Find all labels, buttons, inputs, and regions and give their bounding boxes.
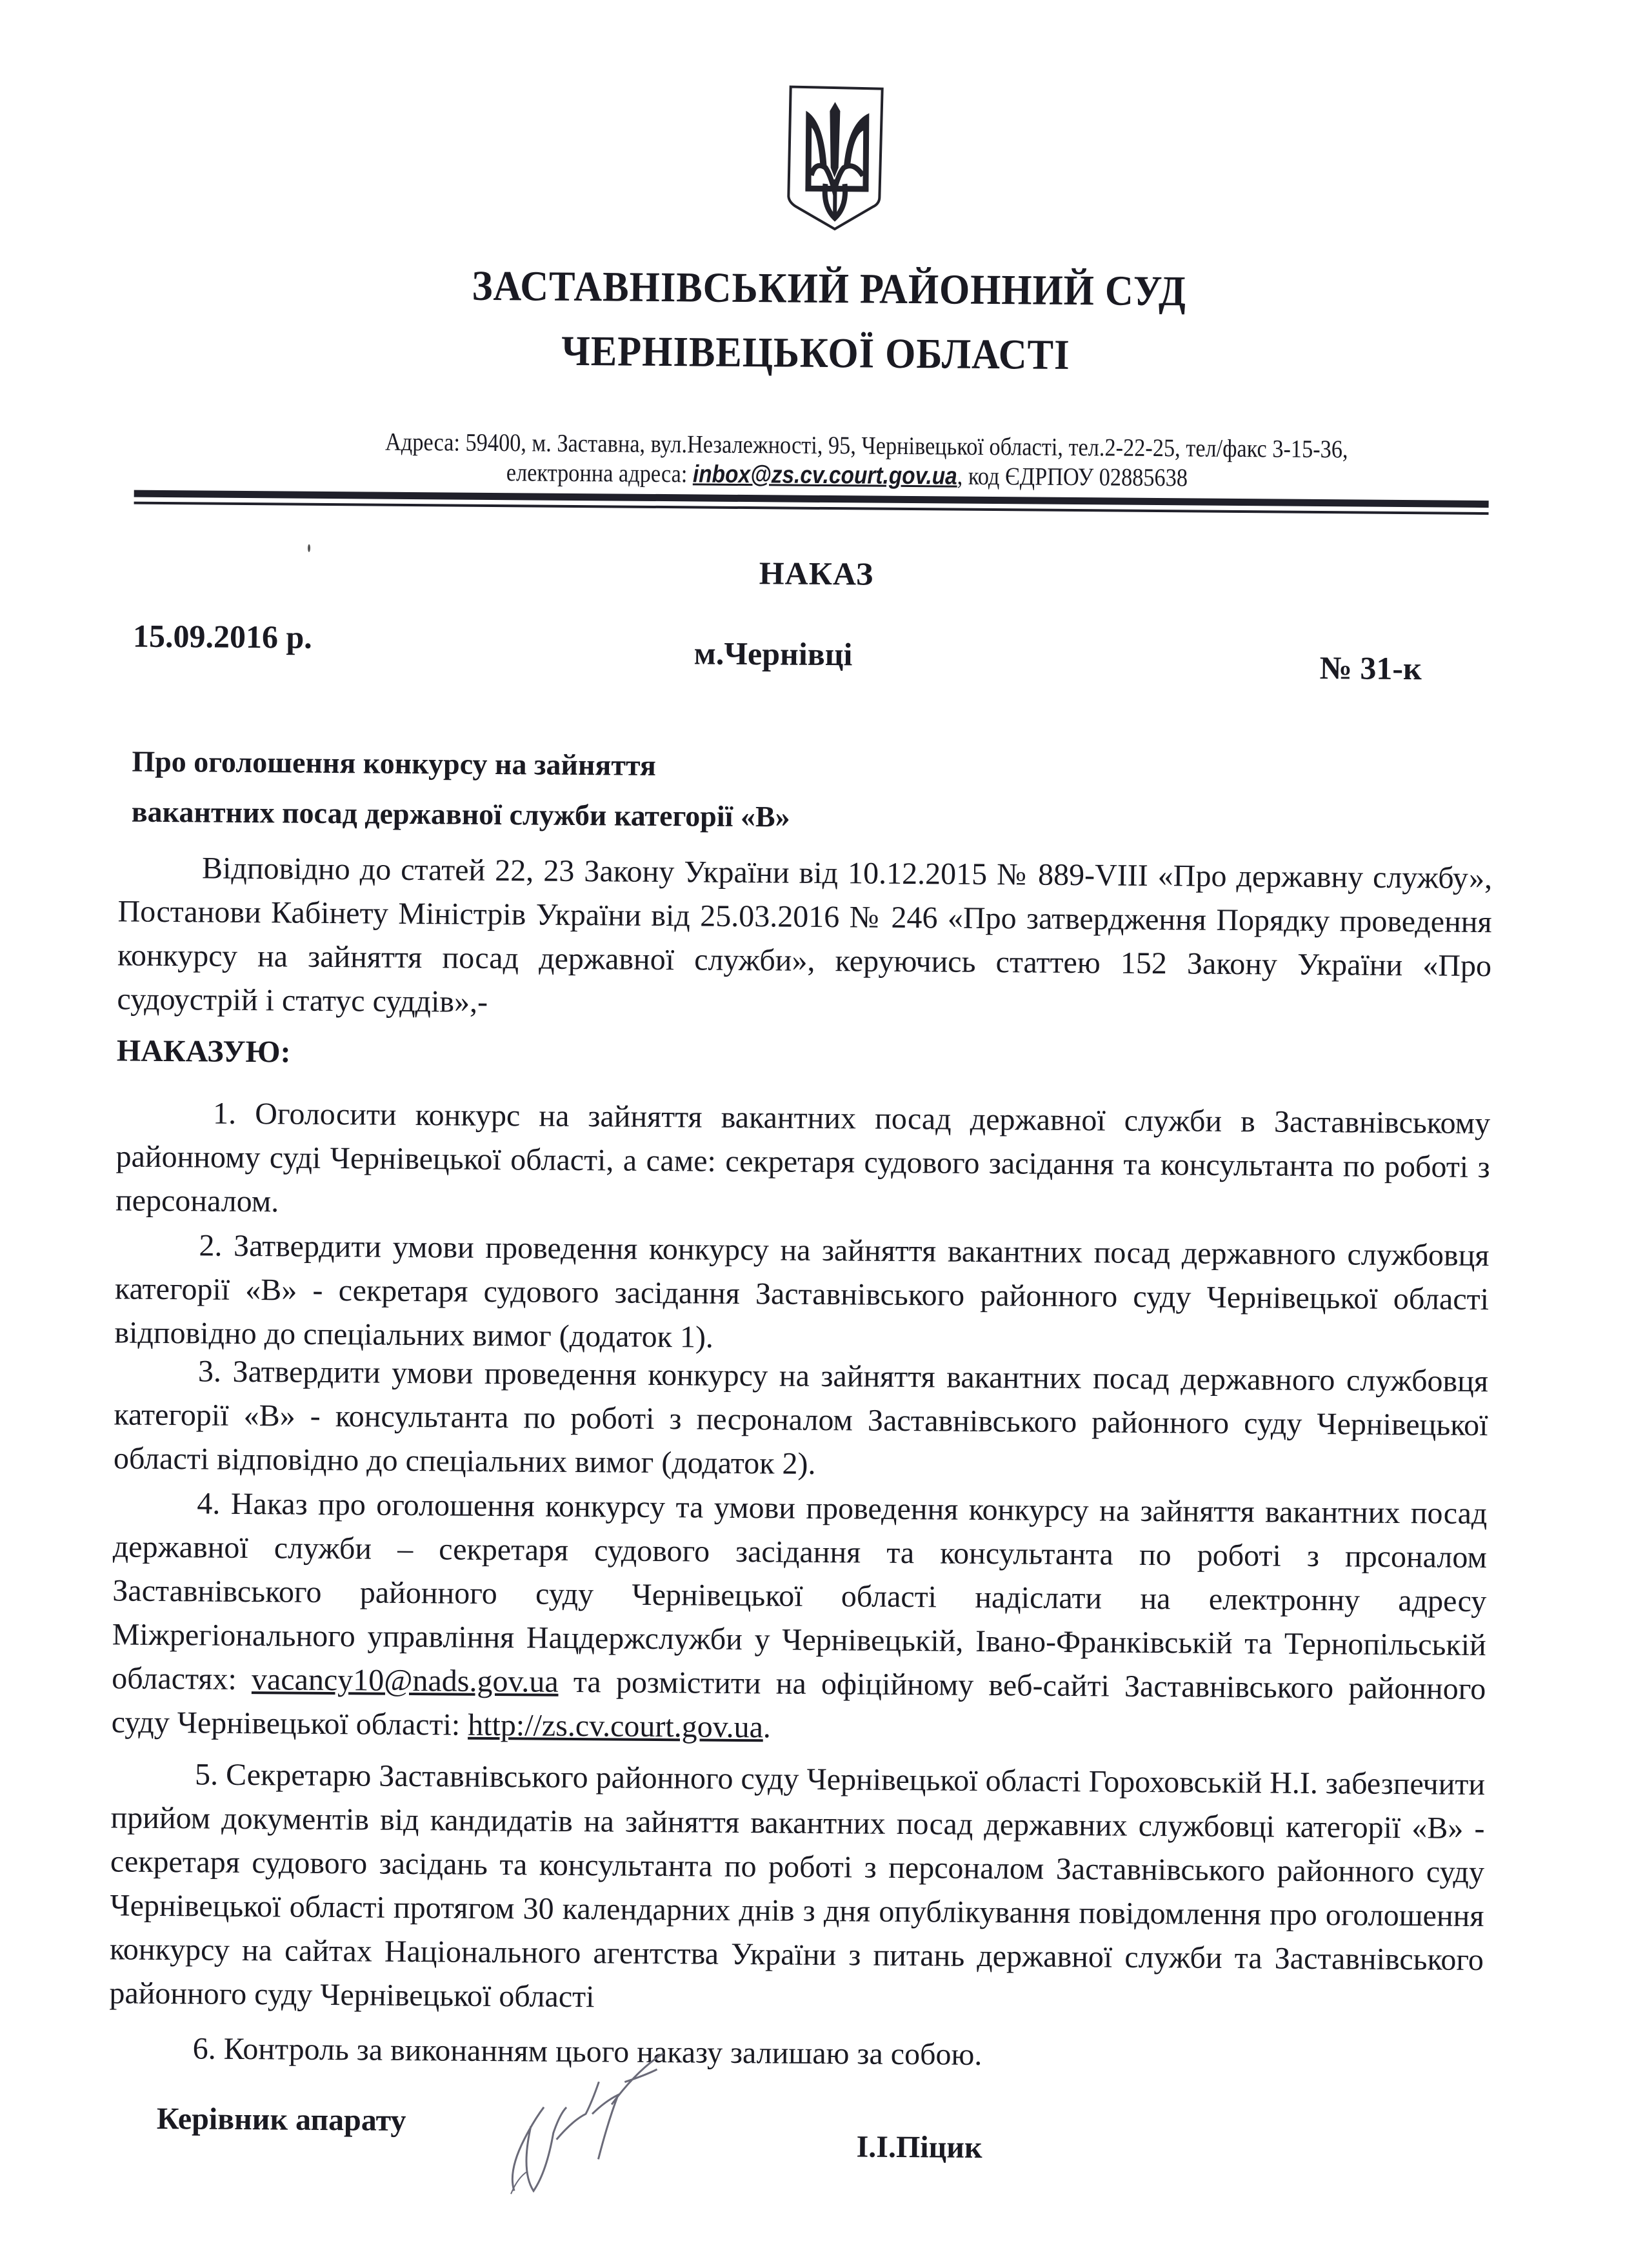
edrpou-code: , код ЄДРПОУ 02885638 (957, 463, 1188, 492)
document-type: НАКАЗ (759, 554, 874, 592)
order-item-4-text: 4. Наказ про оголошення конкурсу та умови проведення конкурсу на зайняття вакантних посад державної служби – секретаря судового засідання та консультанта по роботі з прсоналом Заставнівського районного суду Чернівецької області надіслати на електронну адресу Міжрегіонального управління Нацдержслужби у Чернівецькій, Івано-Франківській та Тернопільській областях: (112, 1486, 1487, 1696)
document-date: 15.09.2016 р. (133, 617, 312, 656)
scan-speck (308, 544, 310, 552)
document-number: № 31-к (1319, 649, 1422, 687)
document-city: м.Чернівці (694, 634, 853, 673)
order-heading: НАКАЗУЮ: (117, 1033, 291, 1069)
document-subject (132, 737, 791, 842)
nads-email-link[interactable]: vacancy10@nads.gov.ua (252, 1662, 559, 1699)
order-item-4 (111, 1481, 1487, 1755)
order-item-1: 1. Оголосити конкурс на зайняття вакантних посад державної служби в Заставнівському районному суді Чернівецької області, а саме: секретаря судового засідання та консультанта по роботі з персоналом. (115, 1091, 1491, 1233)
signatory-role: Керівник апарату (157, 2101, 406, 2138)
order-item-2: 2. Затвердити умови проведення конкурсу на зайняття вакантних посад державного службовця категорії «В» - секретаря судового засідання Заставнівського районного суду Чернівецької області відповідно до спеціальних вимог (додаток 1). (114, 1223, 1490, 1366)
preamble-paragraph: Відповідно до статей 22, 23 Закону України від 10.12.2015 № 889-VIII «Про державну службу», Постанови Кабінету Міністрів України від 25.03.2016 № 246 «Про затвердження Порядку проведення конкурсу на зайняття посад державної служби», керуючись статтею 152 Закону України «Про судоустрій і статус суддів»,- (117, 846, 1492, 1032)
trident-coat-of-arms-icon (768, 70, 899, 233)
order-item-3: 3. Затвердити умови проведення конкурсу на зайняття вакантних посад державного службовця категорії «В» - консультанта по роботі з песроналом Заставнівського районного суду Чернівецької області відповідно до спеціальних вимог (додаток 2). (114, 1349, 1489, 1491)
order-item-4-text-middle: та розмістити на офіційному веб-сайті Заставнівського районного суду Чернівецької області: (112, 1665, 1486, 1742)
court-email-link[interactable]: inbox@zs.cv.court.gov.ua (693, 461, 957, 490)
order-item-4-text-end: . (763, 1710, 771, 1744)
order-item-6: 6. Контроль за виконанням цього наказу залишаю за собою. (109, 2026, 1483, 2081)
signatory-name: І.І.Піцик (856, 2129, 982, 2165)
order-item-5: 5. Секретарю Заставнівського районного суду Чернівецької області Гороховській Н.І. забезпечити прийом документів від кандидатів на зайняття вакантних посад державних службовці категорії «В» - секретаря судового засідань та консультанта по роботі з персоналом Заставнівського районного суду Чернівецької області протягом 30 календарних днів з дня опублікування повідомлення про оголошення конкурсу на сайтах Національного агентства України з питань державної служби та Заставнівського районного суду Чернівецької області (109, 1752, 1485, 2026)
handwritten-signature-icon (495, 2042, 709, 2212)
email-label: електронна адреса: (506, 459, 693, 488)
subject-line2: вакантних посад державної служби категорії «В» (132, 787, 790, 842)
address-line: Адреса: 59400, м. Заставна, вул.Незалежності, 95, Чернівецької області, тел.2-22-25, тел/факс 3-15-36, (143, 426, 1590, 467)
court-website-link[interactable]: http://zs.cv.court.gov.ua (468, 1708, 763, 1745)
court-name-line1: ЗАСТАВНІВСЬКИЙ РАЙОННИЙ СУД (72, 259, 1586, 319)
subject-line1: Про оголошення конкурсу на зайняття (132, 737, 790, 792)
court-name-line2: ЧЕРНІВЕЦЬКОЇ ОБЛАСТІ (59, 323, 1573, 384)
